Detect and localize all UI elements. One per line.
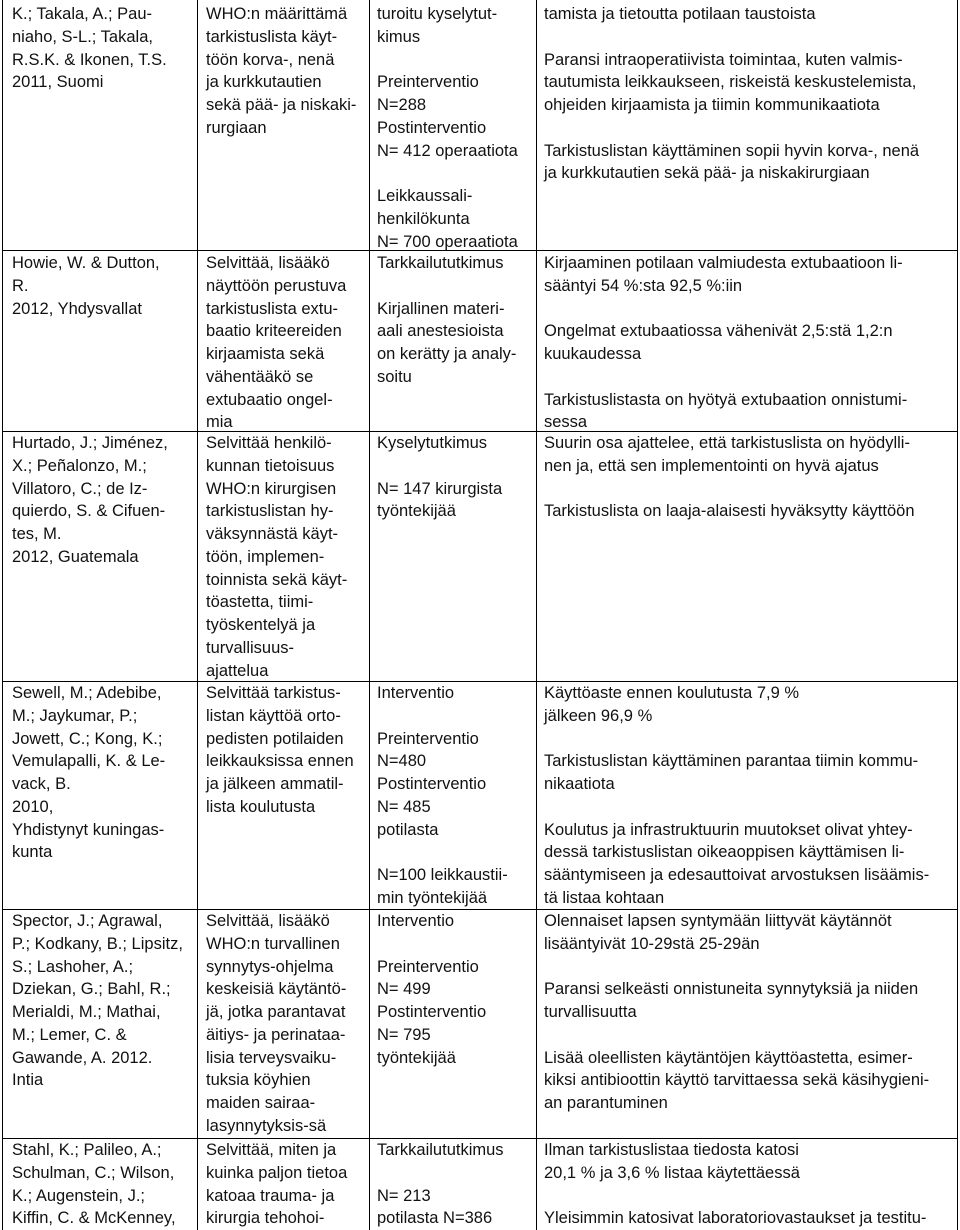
author-line: Schulman, C.; Wilson, <box>12 1163 175 1182</box>
method-line: N= 213 <box>377 1186 431 1205</box>
author-line: P.; Kodkany, B.; Lipsitz, <box>12 934 183 953</box>
results-line: Tarkistuslistan käyttäminen parantaa tiimin kommu- <box>544 752 919 771</box>
method-paragraph <box>377 71 536 162</box>
results-line: Suurin osa ajattelee, että tarkistuslista on hyödylli- <box>544 434 910 452</box>
results-line: kiksi antibioottin käyttö tarvittaessa sekä käsihygieni- <box>544 1071 930 1090</box>
purpose-line: jä, jotka parantavat <box>206 1003 346 1021</box>
method-paragraph <box>377 1185 536 1230</box>
results-cell <box>537 0 958 250</box>
method-paragraph <box>377 3 536 49</box>
method-line: N= 700 operaatiota <box>377 232 518 251</box>
purpose-line: toinnista sekä käyt- <box>206 570 348 589</box>
purpose-line: lasynnytyksis-sä <box>206 1116 327 1135</box>
results-paragraph <box>544 432 957 478</box>
results-line: tä listaa kohtaan <box>544 888 665 907</box>
author-paragraph <box>12 252 197 320</box>
results-paragraph <box>544 500 957 523</box>
purpose-line: Selvittää, lisääkö <box>206 912 330 930</box>
purpose-line: ja kurkkutautien <box>206 73 322 92</box>
method-line: Leikkaussali- <box>377 187 473 205</box>
purpose-line: työskentelyä ja <box>206 616 316 634</box>
author-cell <box>2 0 198 250</box>
results-cell <box>537 910 958 1138</box>
method-line: Kyselytutkimus <box>377 434 488 452</box>
purpose-line: tarkistuslista käyt- <box>206 27 338 46</box>
author-cell <box>2 682 198 909</box>
author-cell <box>2 1139 198 1230</box>
author-line: S.; Lashoher, A.; <box>12 957 134 976</box>
method-line: potilasta N=386 <box>377 1209 493 1228</box>
method-line: N= 485 <box>377 797 431 816</box>
method-line: Interventio <box>377 912 455 930</box>
table-row <box>2 1138 958 1230</box>
purpose-line: lista koulutusta <box>206 797 316 816</box>
author-line: Howie, W. & Dutton, <box>12 254 160 272</box>
purpose-line: tuksia köyhien <box>206 1071 311 1090</box>
author-line: R. <box>12 276 29 295</box>
purpose-line: töön korva-, nenä <box>206 50 335 69</box>
author-line: 2010, <box>12 797 54 816</box>
method-line: N=480 <box>377 752 427 771</box>
results-line: sääntymiseen ja edesauttoivat arvostuksen lisäämis- <box>544 866 930 884</box>
author-cell <box>2 910 198 1138</box>
results-line: nikaatiota <box>544 775 615 793</box>
results-line: Olennaiset lapsen syntymään liittyvät käytännöt <box>544 912 892 930</box>
purpose-line: WHO:n turvallinen <box>206 934 340 953</box>
purpose-paragraph <box>206 432 369 682</box>
method-line: min työntekijää <box>377 888 488 907</box>
method-line: henkilökunta <box>377 209 470 228</box>
author-line: 2011, Suomi <box>12 73 104 92</box>
author-line: 2012, Yhdysvallat <box>12 299 142 318</box>
results-paragraph <box>544 910 957 956</box>
purpose-line: maiden sairaa- <box>206 1094 316 1112</box>
purpose-line: töön, implemen- <box>206 547 325 566</box>
author-paragraph <box>12 3 197 94</box>
purpose-cell <box>198 910 370 1138</box>
method-line: N= 499 <box>377 980 431 999</box>
method-cell <box>370 682 537 909</box>
purpose-line: lisia terveysvaiku- <box>206 1048 337 1067</box>
author-line: quierdo, S. & Cifuen- <box>12 502 166 521</box>
method-line: Postinterventio <box>377 118 487 137</box>
method-line: N= 412 operaatiota <box>377 141 518 160</box>
results-line: Lisää oleellisten käytäntöjen käyttöastetta, esimer- <box>544 1048 913 1067</box>
purpose-line: Selvittää, lisääkö <box>206 254 330 272</box>
purpose-line: keskeisiä käytäntö- <box>206 980 347 999</box>
author-line: Gawande, A. 2012. <box>12 1048 153 1067</box>
author-line: Villatoro, C.; de Iz- <box>12 479 148 498</box>
purpose-line: extubaatio ongel- <box>206 390 333 409</box>
author-line: kunta <box>12 843 53 862</box>
method-paragraph <box>377 728 536 842</box>
purpose-line: äitiys- ja perinataa- <box>206 1025 346 1044</box>
results-line: Kirjaaminen potilaan valmiudesta extubaatioon li- <box>544 254 903 272</box>
results-line: tamista ja tietoutta potilaan taustoista <box>544 5 816 23</box>
purpose-line: listan käyttöä orto- <box>206 706 341 725</box>
purpose-line: kuinka paljon tietoa <box>206 1163 348 1182</box>
method-line: N= 795 <box>377 1025 431 1044</box>
method-paragraph <box>377 432 536 455</box>
method-cell <box>370 432 537 681</box>
results-cell <box>537 432 958 681</box>
table-row <box>2 250 958 431</box>
purpose-line: synnytys-ohjelma <box>206 957 334 976</box>
results-line: sääntyi 54 %:sta 92,5 %:iin <box>544 276 743 295</box>
method-line: N=100 leikkaustii- <box>377 866 508 884</box>
method-line: Kirjallinen materi- <box>377 299 505 318</box>
table-row <box>2 681 958 909</box>
purpose-cell <box>198 251 370 431</box>
results-cell <box>537 251 958 431</box>
purpose-line: Selvittää henkilö- <box>206 434 332 452</box>
method-line: Postinterventio <box>377 1003 487 1021</box>
purpose-line: näyttöön perustuva <box>206 276 347 295</box>
purpose-line: baatio kriteereiden <box>206 322 342 341</box>
purpose-line: WHO:n kirurgisen <box>206 479 337 498</box>
author-line: Dziekan, G.; Bahl, R.; <box>12 980 171 999</box>
purpose-line: töastetta, tiimi- <box>206 593 314 612</box>
method-cell <box>370 1139 537 1230</box>
method-line: Preinterventio <box>377 957 479 976</box>
method-paragraph <box>377 910 536 933</box>
results-line: Tarkistuslistan käyttäminen sopii hyvin korva-, nenä <box>544 141 920 160</box>
purpose-line: väksynnästä käyt- <box>206 525 339 543</box>
results-line: Ilman tarkistuslistaa tiedosta katosi <box>544 1141 799 1159</box>
purpose-line: mia <box>206 413 233 432</box>
purpose-line: kirurgia tehohoi- <box>206 1209 325 1228</box>
purpose-line: vähentääkö se <box>206 367 314 386</box>
author-line: 2012, Guatemala <box>12 547 139 566</box>
purpose-line: sekä pää- ja niskaki- <box>206 96 357 114</box>
method-line: kimus <box>377 27 421 46</box>
results-line: dessä tarkistuslistan oikeaoppisen käyttämisen li- <box>544 843 905 862</box>
results-paragraph <box>544 682 957 728</box>
method-paragraph <box>377 1139 536 1162</box>
author-paragraph <box>12 432 197 569</box>
purpose-paragraph <box>206 682 369 819</box>
purpose-line: kunnan tietoisuus <box>206 456 335 475</box>
purpose-paragraph <box>206 252 369 434</box>
results-line: Ongelmat extubaatiossa vähenivät 2,5:stä 1,2:n <box>544 322 893 341</box>
purpose-line: kirjaamista sekä <box>206 345 325 363</box>
results-line: ohjeiden kirjaamista ja tiimin kommunikaatiota <box>544 96 880 114</box>
results-paragraph <box>544 819 957 910</box>
results-line: Koulutus ja infrastruktuurin muutokset olivat yhtey- <box>544 820 913 839</box>
method-line: soitu <box>377 367 412 386</box>
method-cell <box>370 0 537 250</box>
purpose-line: ja jälkeen ammatil- <box>206 775 344 793</box>
author-line: Vemulapalli, K. & Le- <box>12 752 166 771</box>
author-line: tes, M. <box>12 525 62 543</box>
author-line: Sewell, M.; Adebibe, <box>12 684 162 702</box>
method-paragraph <box>377 956 536 1070</box>
author-line: niaho, S-L.; Takala, <box>12 27 153 46</box>
results-line: Tarkistuslistasta on hyötyä extubaation onnistumi- <box>544 390 908 409</box>
results-line: ja kurkkutautien sekä pää- ja niskakirurgiaan <box>544 164 870 183</box>
results-paragraph <box>544 1139 957 1185</box>
method-line: työntekijää <box>377 502 456 521</box>
method-paragraph <box>377 864 536 910</box>
author-line: K.; Augenstein, J.; <box>12 1186 145 1205</box>
results-paragraph <box>544 389 957 435</box>
results-line: Tarkistuslista on laaja-alaisesti hyväksytty käyttöön <box>544 502 915 521</box>
method-line: Interventio <box>377 684 455 702</box>
results-paragraph <box>544 49 957 117</box>
method-paragraph <box>377 252 536 275</box>
author-line: M.; Jaykumar, P.; <box>12 706 138 725</box>
results-paragraph <box>544 3 957 26</box>
purpose-line: pedisten potilaiden <box>206 729 344 748</box>
results-paragraph <box>544 1207 957 1230</box>
purpose-line: leikkauksissa ennen <box>206 752 354 771</box>
method-cell <box>370 251 537 431</box>
results-cell <box>537 1139 958 1230</box>
results-line: sessa <box>544 413 588 432</box>
author-line: K.; Takala, A.; Pau- <box>12 5 153 23</box>
author-line: Jowett, C.; Kong, K.; <box>12 729 163 748</box>
method-line: N= 147 kirurgista <box>377 479 503 498</box>
table-row <box>2 909 958 1138</box>
purpose-paragraph <box>206 910 369 1138</box>
author-line: Merialdi, M.; Mathai, <box>12 1003 161 1021</box>
results-line: tautumista leikkaukseen, riskeistä keskustelemista, <box>544 73 917 92</box>
purpose-cell <box>198 0 370 250</box>
results-cell <box>537 682 958 909</box>
author-line: Kiffin, C. & McKenney, <box>12 1209 176 1228</box>
method-line: Postinterventio <box>377 775 487 793</box>
method-line: Preinterventio <box>377 729 479 748</box>
results-paragraph <box>544 750 957 796</box>
method-line: turoitu kyselytut- <box>377 5 498 23</box>
results-line: nen ja, että sen implementointi on hyvä ajatus <box>544 456 879 475</box>
results-paragraph <box>544 252 957 298</box>
purpose-line: Selvittää, miten ja <box>206 1141 337 1159</box>
author-paragraph <box>12 910 197 1092</box>
results-paragraph <box>544 978 957 1024</box>
purpose-cell <box>198 1139 370 1230</box>
method-line: Tarkkailututkimus <box>377 254 504 272</box>
purpose-line: turvallisuus- <box>206 638 295 657</box>
method-line: työntekijää <box>377 1048 456 1067</box>
results-line: kuukaudessa <box>544 345 642 363</box>
author-line: vack, B. <box>12 775 71 793</box>
author-line: Hurtado, J.; Jiménez, <box>12 434 168 452</box>
purpose-line: katoaa trauma- ja <box>206 1186 335 1205</box>
purpose-line: rurgiaan <box>206 118 267 137</box>
author-line: R.S.K. & Ikonen, T.S. <box>12 50 167 69</box>
purpose-line: Selvittää tarkistus- <box>206 684 341 702</box>
author-line: X.; Peñalonzo, M.; <box>12 456 147 475</box>
author-paragraph <box>12 1139 197 1230</box>
author-paragraph <box>12 682 197 864</box>
method-line: potilasta <box>377 820 439 839</box>
purpose-line: tarkistuslistan hy- <box>206 502 334 521</box>
results-line: Käyttöaste ennen koulutusta 7,9 % <box>544 684 800 702</box>
results-line: Paransi selkeästi onnistuneita synnytyksiä ja niiden <box>544 980 919 999</box>
purpose-line: ajattelua <box>206 661 269 680</box>
method-line: on kerätty ja analy- <box>377 345 517 363</box>
results-paragraph <box>544 320 957 366</box>
method-line: aali anestesioista <box>377 322 504 341</box>
method-line: Tarkkailututkimus <box>377 1141 504 1159</box>
results-paragraph <box>544 1047 957 1115</box>
purpose-cell <box>198 432 370 681</box>
method-paragraph <box>377 682 536 705</box>
results-line: lisääntyivät 10-29stä 25-29än <box>544 934 760 953</box>
method-paragraph <box>377 185 536 253</box>
author-cell <box>2 251 198 431</box>
results-paragraph <box>544 140 957 186</box>
purpose-line: WHO:n määrittämä <box>206 5 348 23</box>
author-line: Stahl, K.; Palileo, A.; <box>12 1141 162 1159</box>
results-line: Yleisimmin katosivat laboratoriovastaukset ja testitu- <box>544 1209 927 1228</box>
author-line: Intia <box>12 1071 44 1090</box>
results-line: Paransi intraoperatiivista toimintaa, kuten valmis- <box>544 50 903 69</box>
results-line: jälkeen 96,9 % <box>544 706 653 725</box>
author-line: M.; Lemer, C. & <box>12 1025 127 1044</box>
results-line: turvallisuutta <box>544 1003 637 1021</box>
table-row <box>2 0 958 250</box>
purpose-paragraph <box>206 1139 369 1230</box>
results-line: 20,1 % ja 3,6 % listaa käytettäessä <box>544 1163 800 1182</box>
method-paragraph <box>377 298 536 389</box>
author-cell <box>2 432 198 681</box>
results-line: an parantuminen <box>544 1094 668 1112</box>
method-line: Preinterventio <box>377 73 479 92</box>
purpose-paragraph <box>206 3 369 140</box>
table-row <box>2 431 958 681</box>
author-line: Yhdistynyt kuningas- <box>12 820 165 839</box>
method-paragraph <box>377 478 536 524</box>
purpose-line: tarkistuslista extu- <box>206 299 339 318</box>
purpose-cell <box>198 682 370 909</box>
author-line: Spector, J.; Agrawal, <box>12 912 163 930</box>
method-cell <box>370 910 537 1138</box>
method-line: N=288 <box>377 96 427 114</box>
